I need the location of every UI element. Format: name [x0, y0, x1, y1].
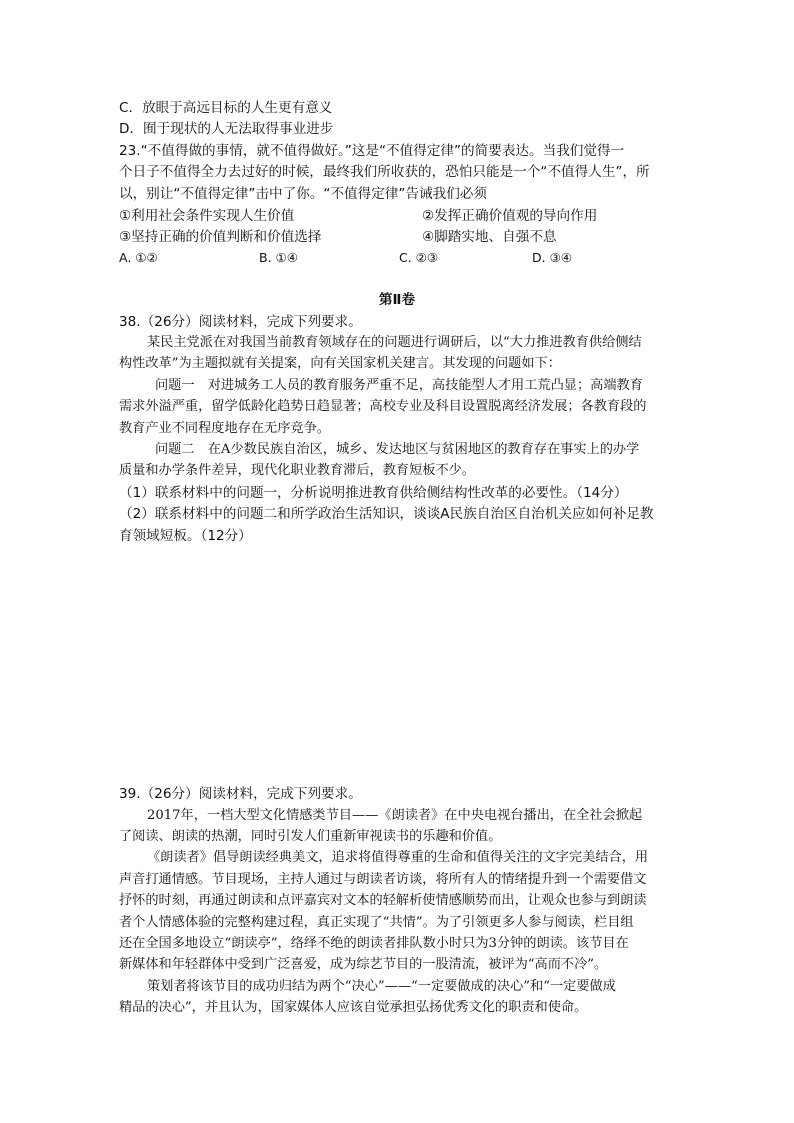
q39-material-line-8: 新媒体和年轻群体中受到广泛喜爱，成为综艺节目的一股清流，被评为“高而不冷”。	[119, 957, 608, 972]
q23-item-3: ③坚持正确的价值判断和价值选择	[119, 229, 322, 245]
q22-option-d: D．囿于现状的人无法取得事业进步	[119, 121, 334, 137]
q39-material-line-7: 还在全国多地设立“朗读亭”，络绎不绝的朗读者排队数小时只为3分钟的朗读。该节目在	[119, 936, 629, 951]
q39-material-line-9: 策划者将该节目的成功归结为两个“决心”——“一定要做成的决心”和“一定要做成	[147, 979, 616, 994]
q23-item-4: ④脚踏实地、自强不息	[422, 229, 557, 245]
q39-material-line-10: 精品的决心”，并且认为，国家媒体人应该自觉承担弘扬优秀文化的职责和使命。	[119, 1000, 588, 1015]
q23-choice-c: C. ②③	[399, 250, 439, 265]
q38-material-line-4: 需求外溢严重，留学低龄化趋势日趋显著；高校专业及科目设置脱离经济发展；各教育段的	[119, 399, 647, 414]
q39-material-line-4: 声音打通情感。节目现场，主持人通过与朗读者访谈，将所有人的情绪提升到一个需要借文	[119, 872, 647, 887]
q38-requirement-2-line-2: 育领域短板。（12分）	[119, 528, 252, 544]
q39-material-line-6: 者个人情感体验的完整构建过程，真正实现了“共情”。为了引领更多人参与阅读，栏目组	[119, 915, 634, 930]
q23-choice-b: B. ①④	[259, 250, 298, 265]
q39-material-line-5: 抒怀的时刻，再通过朗读和点评嘉宾对文本的轻解析使情感顺势而出，让观众也参与到朗读	[119, 893, 647, 908]
q39-material-line-1: 2017年，一档大型文化情感类节目——《朗读者》在中央电视台播出，在全社会掀起	[147, 808, 643, 823]
q23-choice-d: D. ③④	[532, 250, 572, 265]
q39-material-line-3: 《朗读者》倡导朗读经典美文，追求将值得尊重的生命和值得关注的文字完美结合，用	[147, 850, 649, 865]
q38-material-line-3: 问题一 对进城务工人员的教育服务严重不足，高技能型人才用工荒凸显；高端教育	[155, 378, 643, 393]
q38-material-line-7: 质量和办学条件差异，现代化职业教育滞后，教育短板不少。	[119, 463, 476, 478]
q38-material-line-5: 教育产业不同程度地存在无序竞争。	[119, 421, 330, 436]
q23-stem-line-3: 以，别让“不值得定律”击中了你。“不值得定律”告诫我们必须	[119, 186, 488, 202]
q23-item-1: ①利用社会条件实现人生价值	[119, 208, 295, 224]
q38-material-line-2: 构性改革”为主题拟就有关提案，向有关国家机关建言。其发现的问题如下：	[119, 356, 561, 371]
q23-choice-a: A. ①②	[119, 250, 158, 265]
q38-heading: 38.（26分）阅读材料，完成下列要求。	[119, 314, 362, 330]
q22-option-c: C．放眼于高远目标的人生更有意义	[119, 100, 333, 116]
q38-requirement-2-line-1: （2）联系材料中的问题二和所学政治生活知识，谈谈A民族自治区自治机关应如何补足教	[119, 506, 654, 522]
q23-item-2: ②发挥正确价值观的导向作用	[422, 208, 598, 224]
q23-stem-line-2: 个日子不值得全力去过好的时候，最终我们所收获的，恐怕只能是一个“不值得人生”，所	[119, 164, 650, 180]
q38-material-line-6: 问题二 在A少数民族自治区，城乡、发达地区与贫困地区的教育存在事实上的办学	[155, 442, 640, 457]
q39-heading: 39.（26分）阅读材料，完成下列要求。	[119, 786, 362, 802]
q23-stem-line-1: 23.“不值得做的事情，就不值得做好。”这是“不值得定律”的简要表达。当我们觉得一	[119, 143, 625, 159]
q38-material-line-1: 某民主党派在对我国当前教育领域存在的问题进行调研后，以“大力推进教育供给侧结	[147, 335, 642, 350]
q38-requirement-1: （1）联系材料中的问题一，分析说明推进教育供给侧结构性改革的必要性。（14分）	[119, 485, 628, 501]
q39-material-line-2: 了阅读、朗读的热潮，同时引发人们重新审视读书的乐趣和价值。	[119, 829, 502, 844]
section-title: 第Ⅱ卷	[378, 292, 416, 308]
